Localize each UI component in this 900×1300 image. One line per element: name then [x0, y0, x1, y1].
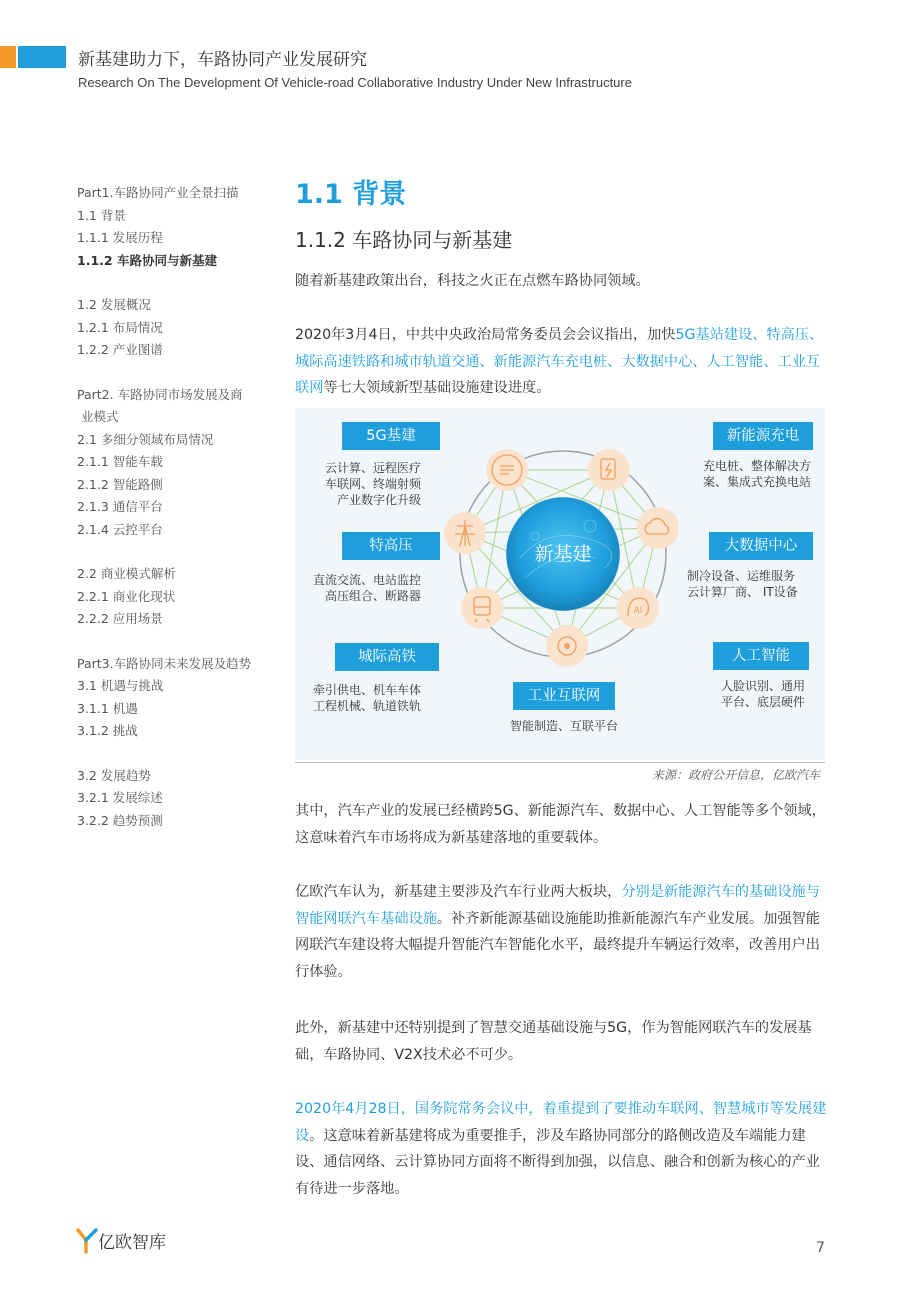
toc-item[interactable]: Part1.车路协同产业全景扫描	[77, 185, 239, 200]
toc-item[interactable]: 1.2 发展概况	[77, 297, 151, 312]
desc-rail: 牵引供电、机车车体 工程机械、轨道铁轨	[312, 683, 421, 713]
toc-item[interactable]: Part2. 车路协同市场发展及商	[77, 386, 243, 402]
brand-logo	[76, 1228, 166, 1254]
toc-item[interactable]: 2.1.1 智能车载	[77, 454, 163, 469]
paragraph-policy	[295, 322, 830, 402]
label-5g: 5G基建	[342, 422, 440, 450]
paragraph-yiou-view	[295, 879, 830, 985]
toc-item[interactable]: 2.2 商业模式解析	[77, 566, 176, 581]
toc-item[interactable]: 3.2 发展趋势	[77, 767, 151, 783]
toc-item[interactable]: 2.1 多细分领域布局情况	[77, 431, 214, 447]
paragraph-state-council	[295, 1096, 830, 1202]
node-uhv-icon	[444, 512, 486, 554]
table-of-contents	[77, 182, 267, 832]
council-text: 。这意味着新基建将成为重要推手，涉及车路协同部分的路侧改造及车端能力建设、通信网络、云计算协同方面将不断得到加强，以信息、融合和创新为核心的产业有待进一步落地。	[295, 1127, 820, 1197]
toc-spacer	[77, 272, 267, 294]
toc-spacer	[77, 743, 267, 765]
toc-item[interactable]: 2.2.1 商业化现状	[77, 588, 176, 604]
label-rail: 城际高铁	[335, 643, 439, 671]
center-label: 新基建	[534, 543, 592, 565]
logo-mark-icon	[76, 1228, 98, 1254]
policy-text-end: 等七大领域新型基础设施建设进度。	[323, 380, 551, 396]
node-bigdata-cloud-icon	[637, 507, 679, 549]
toc-item[interactable]: 业模式	[81, 409, 119, 424]
subsection-title: 1.1.2 车路协同与新基建	[295, 228, 513, 252]
label-bigdata: 大数据中心	[709, 532, 813, 560]
toc-item[interactable]: 2.1.2 智能路侧	[77, 476, 163, 492]
label-uhv: 特高压	[342, 532, 440, 560]
view-highlight: 分别是新能源汽车的基础设施与智能网联汽车基础设施	[295, 884, 820, 927]
header-title: 新基建助力下，车路协同产业发展研究	[78, 50, 367, 70]
toc-item[interactable]: 1.2.1 布局情况	[77, 319, 163, 335]
toc-spacer	[77, 541, 267, 563]
logo-text: 亿欧智库	[98, 1233, 166, 1253]
toc-item[interactable]: 2.1.3 通信平台	[77, 499, 163, 514]
desc-5g: 云计算、远程医疗 车联网、终端射频 产业数字化升级	[324, 461, 421, 507]
toc-item[interactable]: 3.2.1 发展综述	[77, 790, 163, 805]
page-number: 7	[816, 1240, 825, 1256]
figure-source: 来源：政府公开信息，亿欧汽车	[651, 768, 820, 782]
toc-spacer	[77, 362, 267, 384]
header-subtitle: Research On The Development Of Vehicle-road Collaborative Industry Under New Infrastructure	[78, 75, 632, 90]
section-title: 1.1 背景	[295, 179, 407, 210]
new-infrastructure-diagram	[295, 408, 825, 760]
figure-divider	[295, 762, 825, 763]
view-text: 亿欧汽车认为，新基建主要涉及汽车行业两大板块，	[295, 884, 622, 900]
svg-text:AI: AI	[633, 606, 643, 616]
council-highlight: 2020年4月28日，国务院常务会议中，着重提到了要推动车联网、智慧城市等发展建设	[295, 1101, 827, 1144]
header-accent-blue	[18, 46, 66, 68]
toc-item[interactable]: 3.1 机遇与挑战	[77, 678, 164, 693]
toc-item[interactable]: 1.2.2 产业图谱	[77, 342, 163, 357]
toc-item[interactable]: Part3.车路协同未来发展及趋势	[77, 655, 252, 671]
paragraph-auto-industry: 其中，汽车产业的发展已经横跨5G、新能源汽车、数据中心、人工智能等多个领域，这意味着汽车市场将成为新基建落地的重要载体。	[295, 803, 826, 846]
toc-spacer	[77, 631, 267, 653]
paragraph-smart-traffic: 此外，新基建中还特别提到了智慧交通基础设施与5G，作为智能网联汽车的发展基础，车路协同、V2X技术必不可少。	[295, 1020, 812, 1063]
toc-item[interactable]: 1.1.2 车路协同与新基建	[77, 252, 217, 268]
view-text-end: 。补齐新能源基础设施能助推新能源汽车产业发展。加强智能网联汽车建设将大幅提升智能汽车智能化水平，最终提升车辆运行效率，改善用户出行体验。	[295, 910, 820, 980]
desc-ai: 人脸识别、通用 平台、底层硬件	[720, 679, 805, 709]
policy-highlight: 5G基站建设、特高压、城际高速铁路和城市轨道交通、新能源汽车充电桩、大数据中心、人工智能、工业互联网	[295, 327, 824, 396]
toc-item[interactable]: 3.1.1 机遇	[77, 700, 138, 716]
toc-item[interactable]: 3.2.2 趋势预测	[77, 812, 163, 828]
toc-item[interactable]: 3.1.2 挑战	[77, 723, 138, 738]
node-ai-icon	[617, 587, 659, 629]
label-iiot: 工业互联网	[513, 682, 615, 710]
label-ai: 人工智能	[713, 642, 809, 670]
node-iiot-icon	[546, 625, 588, 667]
toc-item[interactable]: 2.1.4 云控平台	[77, 521, 163, 537]
desc-bigdata: 制冷设备、运维服务 云计算厂商、 IT设备	[687, 569, 798, 599]
paragraph-intro: 随着新基建政策出台，科技之火正在点燃车路协同领域。	[295, 273, 650, 289]
node-5g-icon	[486, 449, 528, 491]
node-charging-icon	[588, 449, 630, 491]
desc-iiot: 智能制造、互联平台	[509, 719, 618, 733]
label-ev-charging: 新能源充电	[713, 422, 813, 450]
toc-item[interactable]: 1.1.1 发展历程	[77, 230, 163, 245]
toc-item[interactable]: 2.2.2 应用场景	[77, 611, 163, 626]
node-rail-icon	[461, 587, 503, 629]
desc-ev-charging: 充电桩、整体解决方 案、集成式充换电站	[702, 459, 811, 489]
policy-text: 2020年3月4日，中共中央政治局常务委员会会议指出，加快	[295, 327, 676, 343]
desc-uhv: 直流交流、电站监控 高压组合、断路器	[312, 573, 421, 603]
header-accent-orange	[0, 46, 16, 68]
toc-item[interactable]: 1.1 背景	[77, 207, 126, 223]
